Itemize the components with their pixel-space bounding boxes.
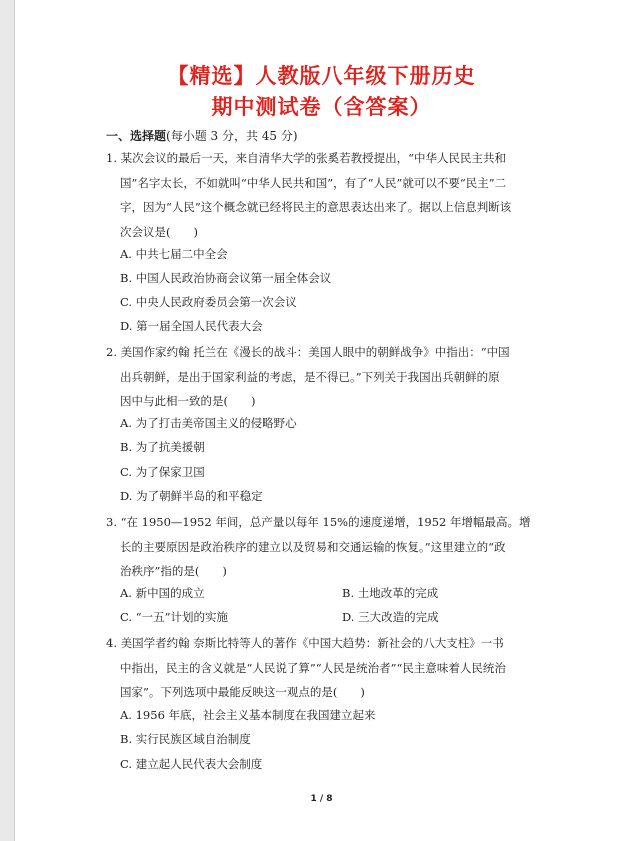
question-1-line: 1. 某次会议的最后一天，来自清华大学的张奚若教授提出，“中华人民民主共和 — [106, 151, 507, 165]
section-heading-label: 一、选择题 — [106, 129, 167, 143]
question-2 — [106, 340, 546, 414]
question-2-line: 出兵朝鲜，是出于国家利益的考虑，是不得已。”下列关于我国出兵朝鲜的原 — [120, 369, 500, 384]
document-page — [14, 0, 627, 841]
question-1-line: 次会议是( ) — [120, 224, 198, 239]
question-2-option-d: D. 为了朝鲜半岛的和平稳定 — [120, 489, 263, 503]
question-3-line: 治秩序”指的是( ) — [120, 564, 227, 578]
question-4-option-c: C. 建立起人民代表大会制度 — [120, 757, 263, 771]
question-3-line: 长的主要原因是政治秩序的建立以及贸易和交通运输的恢复。”这里建立的“政 — [120, 539, 506, 554]
question-2-line: 2. 美国作家约翰 托兰在《漫长的战斗：美国人眼中的朝鲜战争》中指出：“中国 — [106, 345, 510, 359]
question-3-line: 3. “在 1950—1952 年间，总产量以每年 15%的速度递增，1952 年增幅最高。增 — [106, 515, 531, 529]
question-3-option-c: C. “一五”计划的实施 — [120, 610, 228, 624]
question-1-option-c: C. 中央人民政府委员会第一次会议 — [120, 295, 297, 309]
question-2-option-c: C. 为了保家卫国 — [120, 465, 205, 479]
question-3 — [106, 510, 546, 584]
question-4-line: 国家”。下列选项中最能反映这一观点的是( ) — [120, 685, 365, 699]
document-title-line2: 期中测试卷（含答案） — [211, 95, 432, 119]
document-title-line1: 【精选】人教版八年级下册历史 — [167, 64, 476, 88]
question-1-option-b: B. 中国人民政治协商会议第一届全体会议 — [120, 271, 332, 285]
question-4 — [106, 631, 546, 705]
question-4-line: 中指出，民主的含义就是“人民说了算”“人民是统治者”“民主意味着人民统治 — [120, 660, 506, 675]
question-1-option-d: D. 第一届全国人民代表大会 — [120, 319, 263, 333]
question-3-option-b: B. 土地改革的完成 — [342, 586, 439, 600]
question-3-option-a: A. 新中国的成立 — [120, 586, 205, 600]
question-2-option-b: B. 为了抗美援朝 — [120, 440, 205, 454]
question-4-option-b: B. 实行民族区域自治制度 — [120, 732, 251, 746]
question-1 — [106, 146, 546, 244]
question-3-option-d: D. 三大改造的完成 — [342, 610, 439, 624]
section-heading — [106, 127, 298, 144]
question-1-line: 国”名字太长，不如就叫“中华人民共和国”，有了“人民”就可以不要“民主”二 — [120, 175, 507, 190]
question-4-line: 4. 美国学者约翰 奈斯比特等人的著作《中国大趋势：新社会的八大支柱》一书 — [106, 636, 504, 650]
section-heading-note: (每小题 3 分，共 45 分) — [166, 129, 298, 143]
question-2-option-a: A. 为了打击美帝国主义的侵略野心 — [120, 416, 297, 430]
question-4-option-a: A. 1956 年底，社会主义基本制度在我国建立起来 — [120, 708, 376, 722]
question-1-line: 字，因为“人民”这个概念就已经将民主的意思表达出来了。据以上信息判断该 — [120, 200, 512, 214]
page-number: 1 / 8 — [310, 794, 333, 804]
question-2-line: 因中与此相一致的是( ) — [120, 394, 256, 408]
question-1-option-a: A. 中共七届二中全会 — [120, 247, 228, 261]
